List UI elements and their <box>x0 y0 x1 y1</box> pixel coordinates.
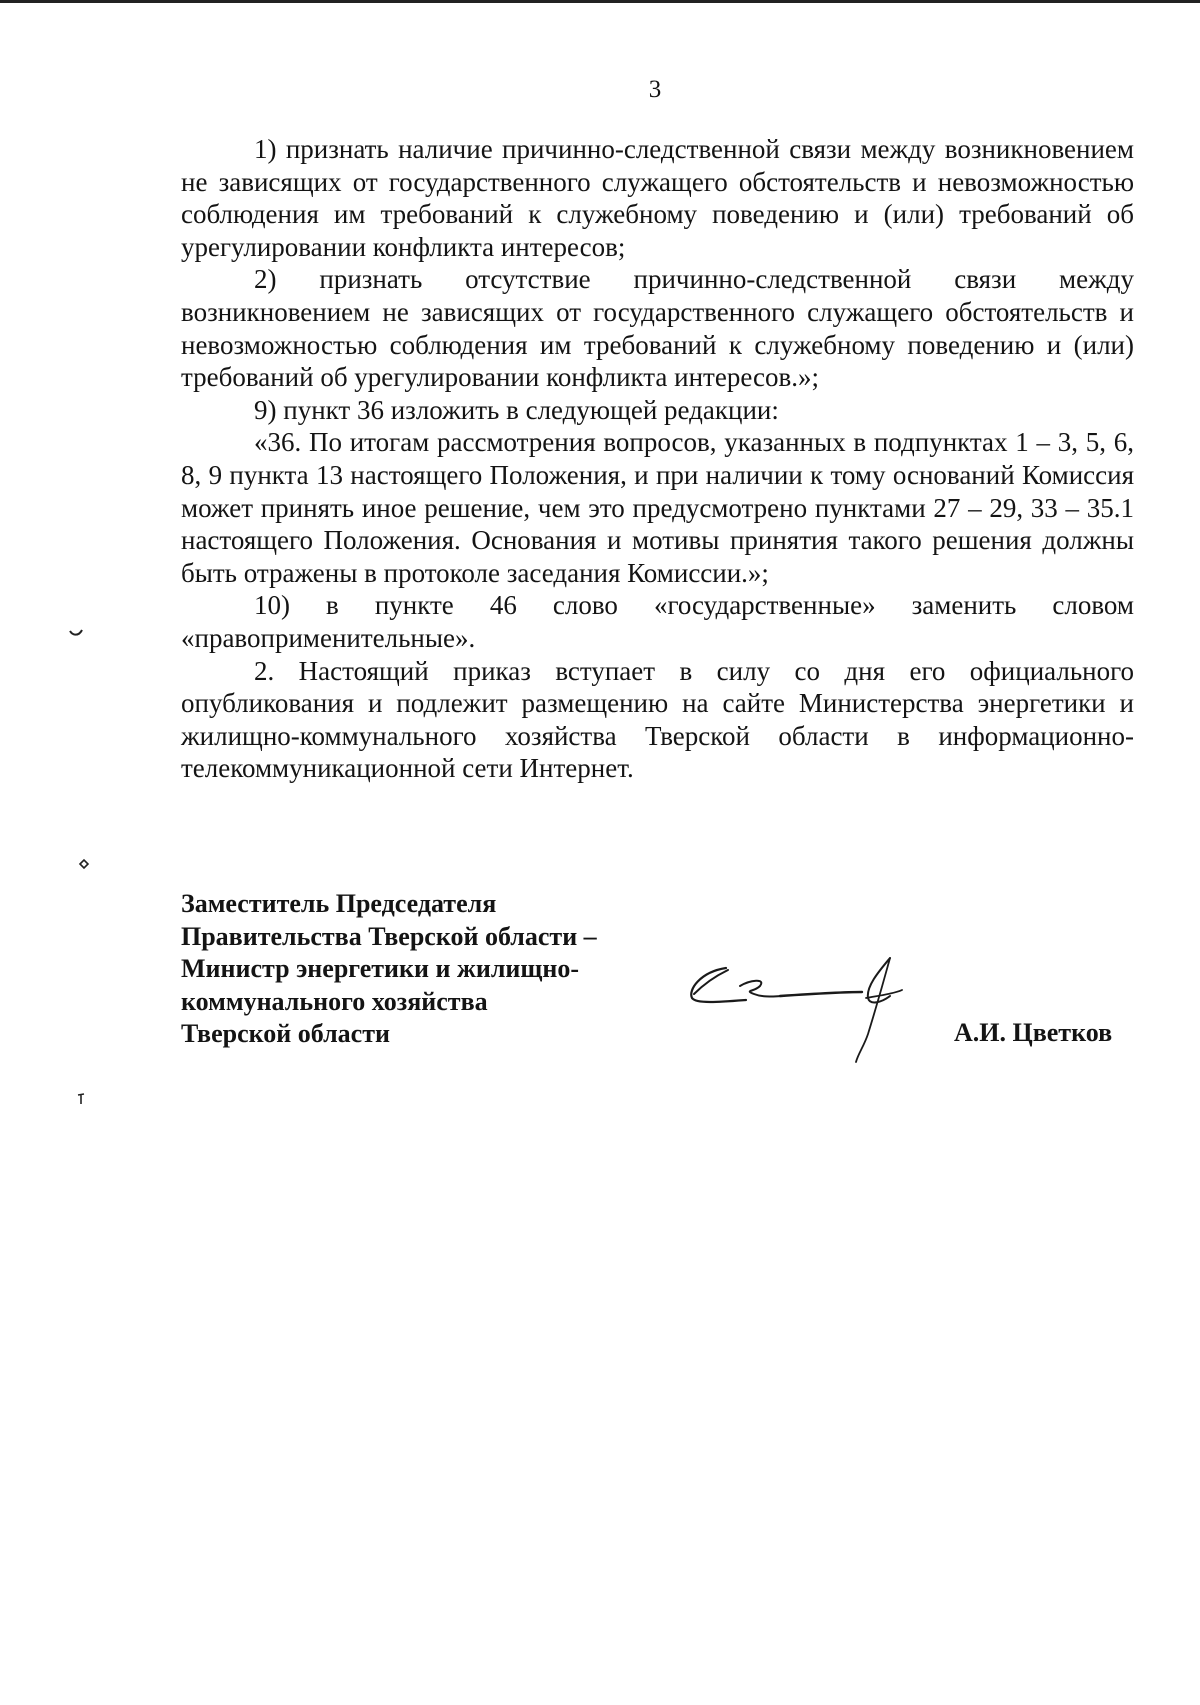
scan-top-edge <box>0 0 1200 3</box>
signatory-title-line: Тверской области <box>181 1019 390 1048</box>
paragraph-item-1: 1) признать наличие причинно-следственной связи между возникновением не зависящих от государственного служащего обстоятельств и невозможностью соблюдения им требований к служебному поведению и (или) требований об урегулировании конфликта интересов; <box>181 134 1134 262</box>
signer-name: А.И. Цветков <box>954 1018 1113 1047</box>
scan-artifact-mark <box>76 1092 86 1106</box>
signatory-title-line: Правительства Тверской области – <box>181 921 597 951</box>
document-body <box>181 133 1134 785</box>
paragraph-effective-date: 2. Настоящий приказ вступает в силу со дня его официального опубликования и подлежит размещению на сайте Министерства энергетики и жилищно-коммунального хозяйства Тверской области в информационно-телекоммуникационной сети Интернет. <box>181 655 1134 784</box>
signatory-title-line: Заместитель Председателя <box>181 889 497 918</box>
scan-artifact-mark <box>78 858 90 870</box>
signatory-title-line: Министр энергетики и жилищно- <box>181 954 579 983</box>
signatory-title <box>181 888 597 1051</box>
signatory-title-line: коммунального хозяйства <box>181 986 488 1016</box>
paragraph-item-9: 9) пункт 36 изложить в следующей редакции: <box>254 394 779 425</box>
paragraph-point-36: «36. По итогам рассмотрения вопросов, указанных в подпунктах 1 – 3, 5, 6, 8, 9 пункта 13 настоящего Положения, и при наличии к тому оснований Комиссия может принять иное решение, чем это предусмотрено пунктами 27 – 29, 33 – 35.1 настоящего Положения. Основания и мотивы принятия такого решения должны быть отражены в протоколе заседания Комиссии.»; <box>181 427 1134 588</box>
scan-artifact-mark <box>68 628 84 638</box>
page-number: 3 <box>648 76 662 103</box>
paragraph-item-10: 10) в пункте 46 слово «государственные» заменить словом «правоприменительные». <box>181 590 1134 653</box>
handwritten-signature <box>680 950 960 1070</box>
paragraph-item-2: 2) признать отсутствие причинно-следственной связи между возникновением не зависящих от государственного служащего обстоятельств и невозможностью соблюдения им требований к служебному поведению и (или) требований об урегулировании конфликта интересов.»; <box>181 264 1134 393</box>
